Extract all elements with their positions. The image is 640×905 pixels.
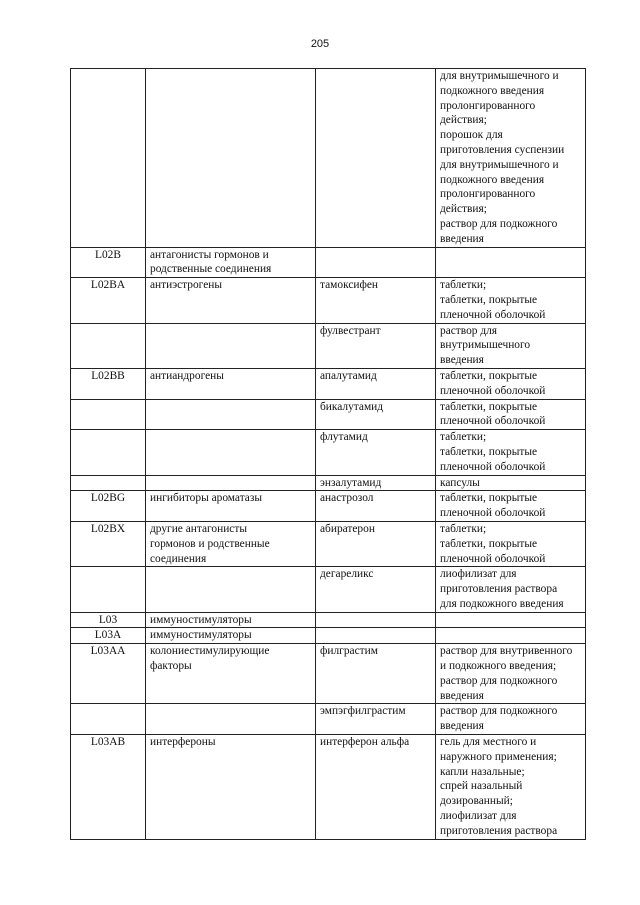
table-row bbox=[71, 521, 586, 566]
dosage-form-line: наружного применения; bbox=[440, 750, 557, 763]
dosage-form-line: лиофилизат для bbox=[440, 568, 517, 581]
atc-code-cell bbox=[71, 567, 146, 612]
dosage-form-line: введения bbox=[440, 232, 484, 245]
atc-code-cell: L02BG bbox=[71, 491, 146, 522]
table-row bbox=[71, 430, 586, 475]
atc-code-cell: L03AB bbox=[71, 735, 146, 840]
dosage-form-line: таблетки, покрытые bbox=[440, 400, 538, 413]
drug-name-cell bbox=[316, 704, 436, 735]
drug-line: интерферон альфа bbox=[320, 736, 410, 749]
dosage-form-cell bbox=[436, 491, 586, 522]
group-name-cell bbox=[146, 644, 316, 704]
dosage-form-line: таблетки; bbox=[440, 431, 487, 444]
drug-line: флутамид bbox=[320, 431, 368, 444]
group-name-cell bbox=[146, 475, 316, 491]
group-name-cell bbox=[146, 735, 316, 840]
dosage-form-line: лиофилизат для bbox=[440, 810, 517, 823]
table-row bbox=[71, 69, 586, 248]
dosage-form-line: введения bbox=[440, 720, 484, 733]
group-name-cell bbox=[146, 628, 316, 644]
group-line: колониестимулирующие bbox=[150, 645, 270, 658]
dosage-form-line: раствор для bbox=[440, 324, 498, 337]
dosage-form-cell bbox=[436, 368, 586, 399]
drug-name-cell bbox=[316, 521, 436, 566]
drug-line: тамоксифен bbox=[320, 279, 379, 292]
drug-table bbox=[70, 68, 586, 840]
drug-name-cell bbox=[316, 735, 436, 840]
dosage-form-cell bbox=[436, 612, 586, 628]
dosage-form-line: таблетки, покрытые bbox=[440, 369, 538, 382]
drug-line: энзалутамид bbox=[320, 476, 382, 489]
group-name-cell bbox=[146, 368, 316, 399]
group-name-cell bbox=[146, 491, 316, 522]
dosage-form-line: для подкожного введения bbox=[440, 597, 564, 610]
atc-code-cell bbox=[71, 69, 146, 248]
table-row bbox=[71, 704, 586, 735]
dosage-form-line: гель для местного и bbox=[440, 736, 537, 749]
dosage-form-line: пленочной оболочкой bbox=[440, 308, 546, 321]
dosage-form-line: таблетки, покрытые bbox=[440, 445, 538, 458]
dosage-form-line: капли назальные; bbox=[440, 765, 525, 778]
dosage-form-line: таблетки, покрытые bbox=[440, 293, 538, 306]
dosage-form-line: пленочной оболочкой bbox=[440, 384, 546, 397]
table-row bbox=[71, 628, 586, 644]
dosage-form-line: действия; bbox=[440, 203, 487, 216]
drug-name-cell bbox=[316, 612, 436, 628]
group-name-cell bbox=[146, 247, 316, 278]
atc-code-cell: L03 bbox=[71, 612, 146, 628]
drug-name-cell bbox=[316, 628, 436, 644]
dosage-form-line: раствор для подкожного bbox=[440, 705, 558, 718]
dosage-form-line: для внутримышечного и bbox=[440, 70, 559, 82]
group-line: гормонов и родственные bbox=[150, 537, 270, 550]
group-name-cell bbox=[146, 567, 316, 612]
dosage-form-line: дозированный; bbox=[440, 795, 513, 808]
group-line: факторы bbox=[150, 660, 192, 673]
atc-code-cell bbox=[71, 323, 146, 368]
drug-name-cell bbox=[316, 278, 436, 323]
dosage-form-line: таблетки; bbox=[440, 279, 487, 292]
dosage-form-line: пленочной оболочкой bbox=[440, 552, 546, 565]
table-row bbox=[71, 612, 586, 628]
dosage-form-cell bbox=[436, 644, 586, 704]
table-row bbox=[71, 491, 586, 522]
atc-code-cell: L02BX bbox=[71, 521, 146, 566]
page-number: 205 bbox=[310, 38, 330, 50]
atc-code-cell bbox=[71, 399, 146, 430]
table-row bbox=[71, 278, 586, 323]
drug-name-cell bbox=[316, 491, 436, 522]
table-row bbox=[71, 323, 586, 368]
dosage-form-cell bbox=[436, 628, 586, 644]
drug-table-body bbox=[71, 69, 586, 840]
group-line: антагонисты гормонов и bbox=[150, 248, 269, 261]
group-line: соединения bbox=[150, 552, 207, 565]
drug-name-cell bbox=[316, 644, 436, 704]
dosage-form-line: приготовления раствора bbox=[440, 824, 558, 837]
dosage-form-line: введения bbox=[440, 689, 484, 702]
dosage-form-cell bbox=[436, 475, 586, 491]
dosage-form-cell bbox=[436, 278, 586, 323]
table-row bbox=[71, 644, 586, 704]
drug-name-cell bbox=[316, 567, 436, 612]
group-name-cell bbox=[146, 399, 316, 430]
drug-line: филграстим bbox=[320, 645, 378, 658]
dosage-form-line: подкожного введения bbox=[440, 173, 545, 186]
dosage-form-cell bbox=[436, 521, 586, 566]
group-line: родственные соединения bbox=[150, 263, 272, 276]
group-name-cell bbox=[146, 278, 316, 323]
drug-name-cell bbox=[316, 430, 436, 475]
dosage-form-line: пленочной оболочкой bbox=[440, 460, 546, 473]
dosage-form-line: для внутримышечного и bbox=[440, 158, 559, 171]
dosage-form-cell bbox=[436, 399, 586, 430]
dosage-form-line: таблетки, покрытые bbox=[440, 492, 538, 505]
drug-name-cell bbox=[316, 475, 436, 491]
atc-code-cell: L03A bbox=[71, 628, 146, 644]
atc-code-cell: L03AA bbox=[71, 644, 146, 704]
dosage-form-cell bbox=[436, 735, 586, 840]
dosage-form-cell bbox=[436, 567, 586, 612]
atc-code-cell bbox=[71, 475, 146, 491]
atc-code-cell: L02BA bbox=[71, 278, 146, 323]
group-line: иммуностимуляторы bbox=[150, 629, 252, 642]
atc-code-cell bbox=[71, 704, 146, 735]
dosage-form-line: пленочной оболочкой bbox=[440, 507, 546, 520]
table-row bbox=[71, 567, 586, 612]
group-name-cell bbox=[146, 521, 316, 566]
group-name-cell bbox=[146, 323, 316, 368]
group-line: антиэстрогены bbox=[150, 279, 223, 292]
dosage-form-cell bbox=[436, 323, 586, 368]
drug-name-cell bbox=[316, 323, 436, 368]
table-row bbox=[71, 735, 586, 840]
dosage-form-line: приготовления раствора bbox=[440, 583, 558, 596]
dosage-form-line: и подкожного введения; bbox=[440, 660, 557, 673]
dosage-form-cell bbox=[436, 247, 586, 278]
group-name-cell bbox=[146, 612, 316, 628]
dosage-form-cell bbox=[436, 704, 586, 735]
table-row bbox=[71, 399, 586, 430]
drug-name-cell bbox=[316, 69, 436, 248]
dosage-form-cell bbox=[436, 430, 586, 475]
group-line: антиандрогены bbox=[150, 369, 224, 382]
atc-code-cell: L02BB bbox=[71, 368, 146, 399]
drug-line: апалутамид bbox=[320, 369, 377, 382]
group-name-cell bbox=[146, 704, 316, 735]
group-line: другие антагонисты bbox=[150, 522, 247, 535]
dosage-form-line: порошок для bbox=[440, 129, 503, 142]
atc-code-cell: L02B bbox=[71, 247, 146, 278]
drug-line: дегареликс bbox=[320, 568, 374, 581]
group-name-cell bbox=[146, 430, 316, 475]
atc-code-cell bbox=[71, 430, 146, 475]
drug-line: фулвестрант bbox=[320, 324, 381, 337]
dosage-form-line: подкожного введения bbox=[440, 84, 545, 97]
group-line: ингибиторы ароматазы bbox=[150, 492, 263, 505]
dosage-form-line: пленочной оболочкой bbox=[440, 415, 546, 428]
dosage-form-line: действия; bbox=[440, 114, 487, 127]
dosage-form-line: таблетки, покрытые bbox=[440, 537, 538, 550]
dosage-form-line: спрей назальный bbox=[440, 780, 523, 793]
table-row bbox=[71, 368, 586, 399]
dosage-form-line: капсулы bbox=[440, 476, 480, 489]
table-row bbox=[71, 247, 586, 278]
dosage-form-line: пролонгированного bbox=[440, 99, 536, 112]
drug-line: анастрозол bbox=[320, 492, 374, 505]
dosage-form-line: внутримышечного bbox=[440, 339, 531, 352]
drug-line: бикалутамид bbox=[320, 400, 384, 413]
dosage-form-line: введения bbox=[440, 354, 484, 367]
group-line: интерфероны bbox=[150, 736, 216, 749]
dosage-form-line: раствор для подкожного bbox=[440, 674, 558, 687]
table-row bbox=[71, 475, 586, 491]
group-line: иммуностимуляторы bbox=[150, 613, 252, 626]
dosage-form-line: раствор для подкожного bbox=[440, 217, 558, 230]
drug-name-cell bbox=[316, 368, 436, 399]
group-name-cell bbox=[146, 69, 316, 248]
drug-line: эмпэгфилграстим bbox=[320, 705, 406, 718]
drug-name-cell bbox=[316, 247, 436, 278]
drug-name-cell bbox=[316, 399, 436, 430]
dosage-form-cell bbox=[436, 69, 586, 248]
dosage-form-line: пролонгированного bbox=[440, 188, 536, 201]
dosage-form-line: приготовления суспензии bbox=[440, 143, 565, 156]
dosage-form-line: раствор для внутривенного bbox=[440, 645, 573, 658]
drug-line: абиратерон bbox=[320, 522, 375, 535]
dosage-form-line: таблетки; bbox=[440, 522, 487, 535]
